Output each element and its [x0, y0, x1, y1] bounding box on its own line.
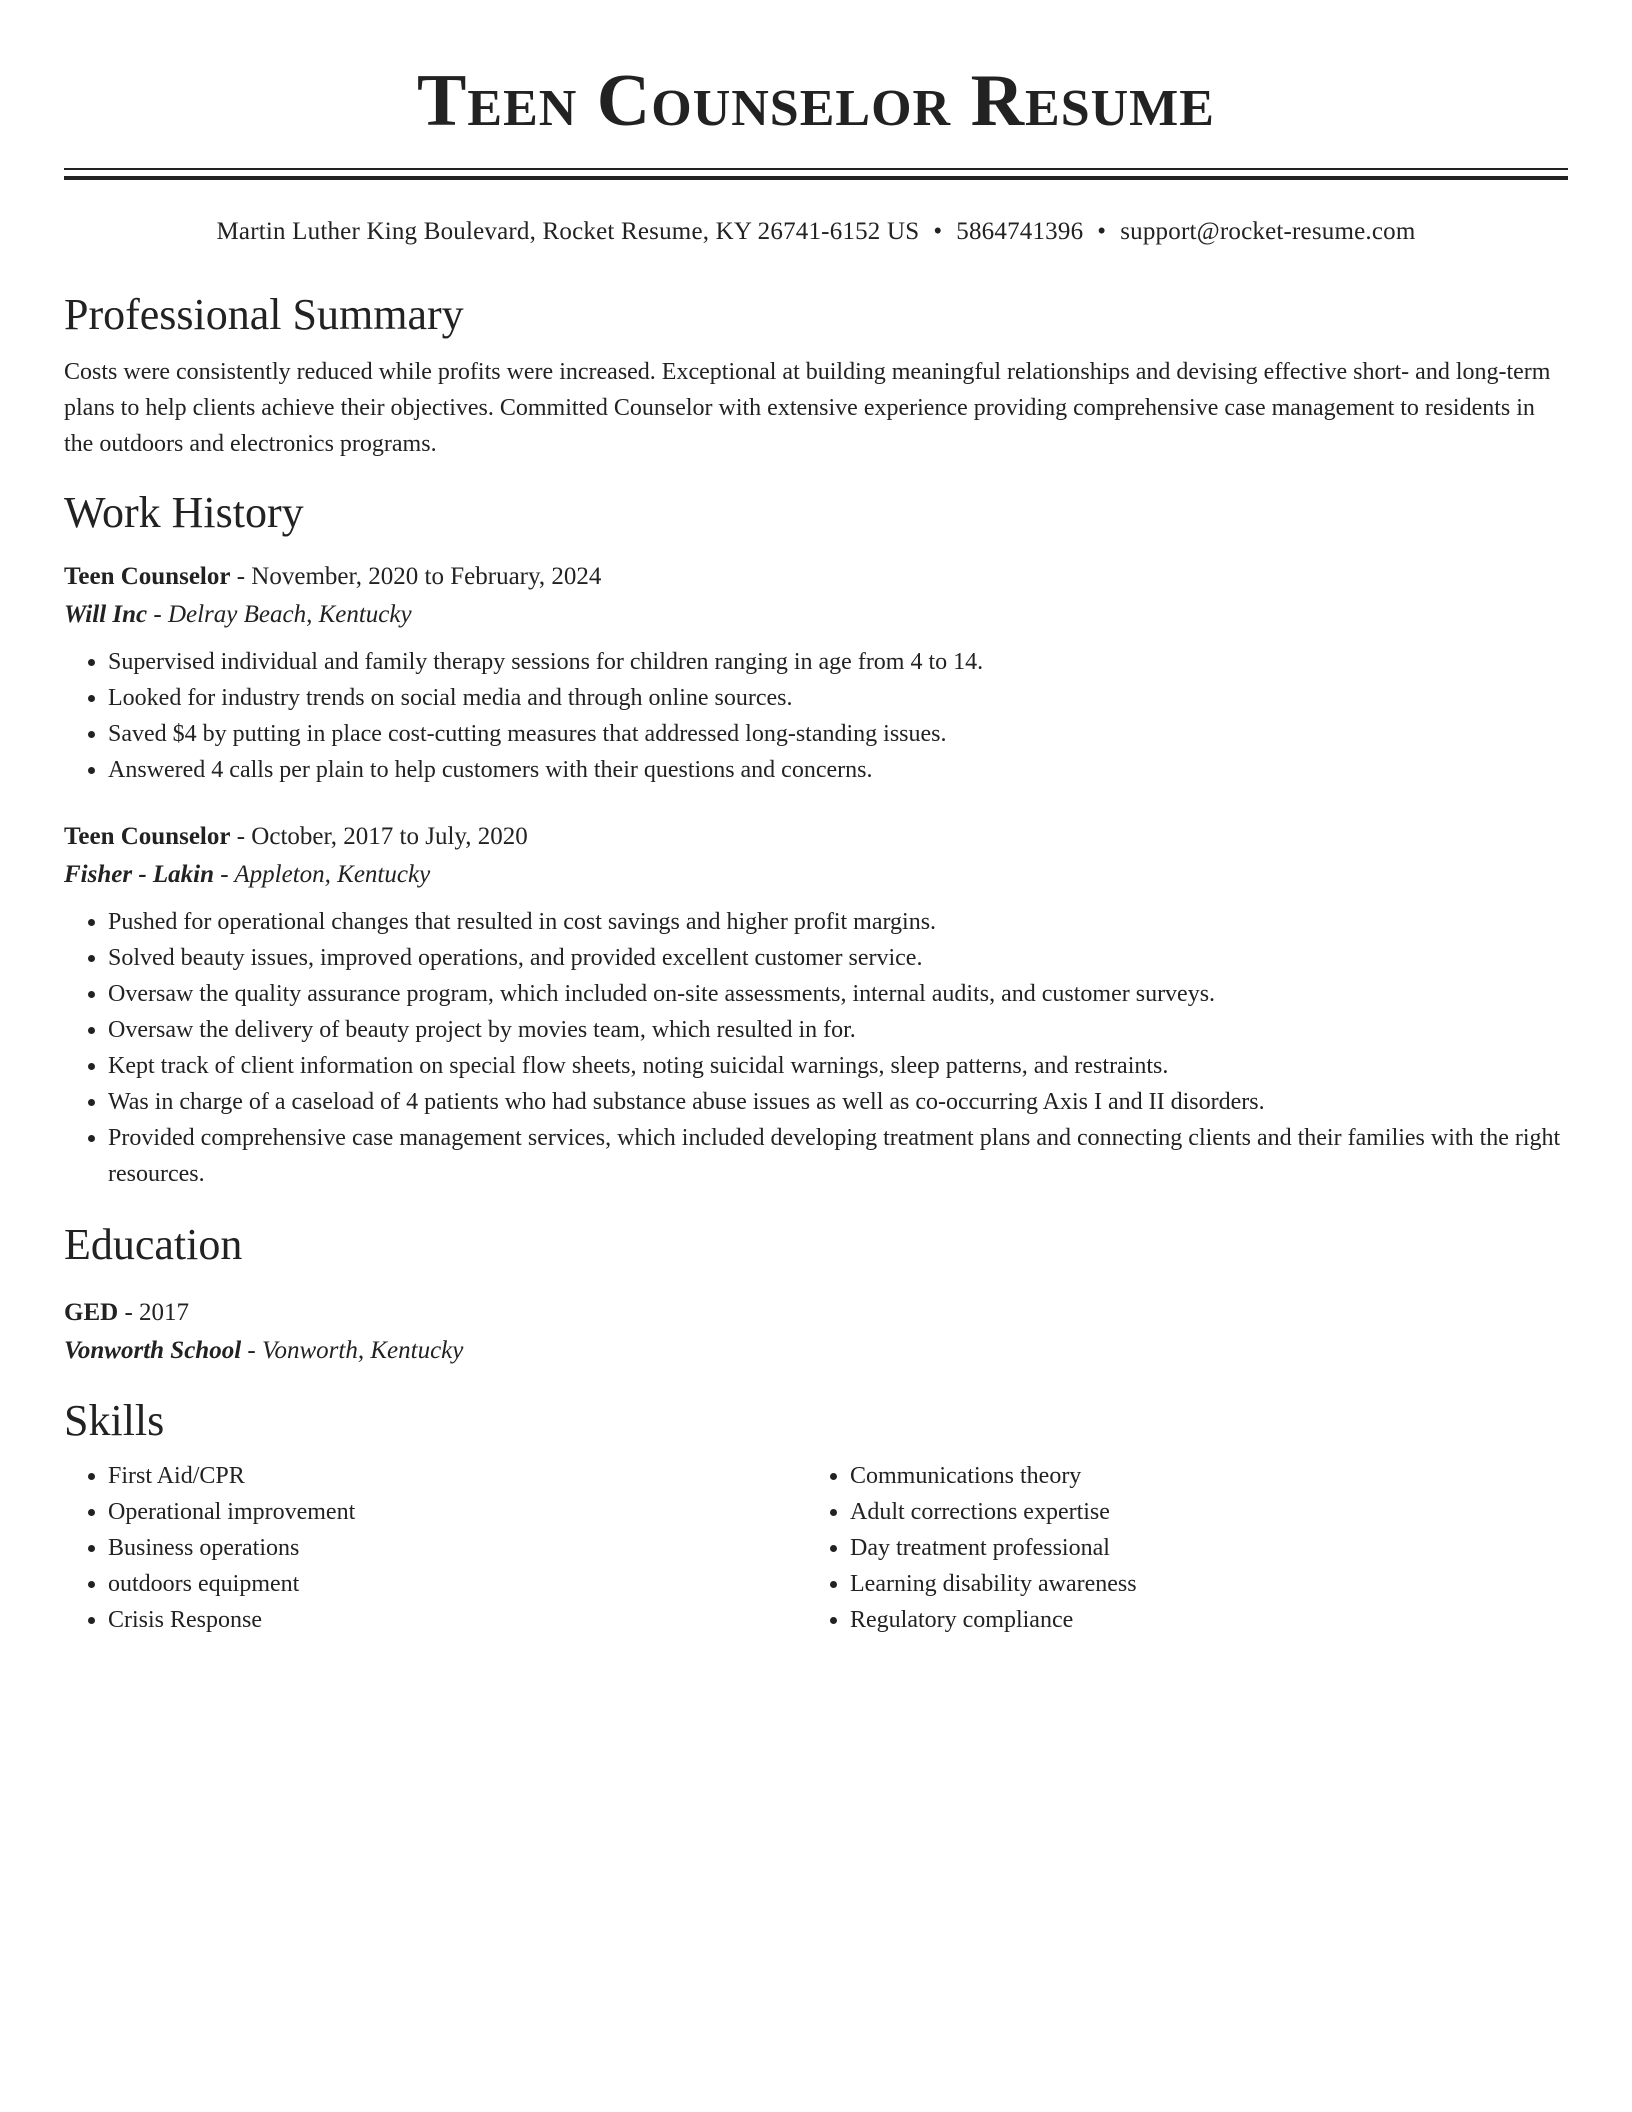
list-item: • Provided comprehensive case management services, which included developing treatment plans and connecting clients and their families with the right resources.	[108, 1120, 1568, 1192]
company-location: - Delray Beach, Kentucky	[147, 601, 412, 628]
job-title: Teen Counselor	[64, 823, 231, 850]
resume-title: Teen Counselor Resume	[417, 60, 1215, 142]
skills-heading: Skills	[64, 1396, 165, 1445]
job-title-line	[64, 560, 1568, 594]
skills-left-list	[64, 1458, 806, 1638]
education-location: - Vonworth, Kentucky	[241, 1337, 464, 1364]
job-bullets	[64, 644, 1568, 788]
summary-text: Costs were consistently reduced while profits were increased. Exceptional at building meaningful relationships and devising effective short- and long-term plans to help clients achieve their objectives. Committed Counselor with extensive experience providing comprehensive case management to residents in the outdoors and electronics programs.	[64, 359, 1551, 457]
education-heading: Education	[64, 1220, 243, 1269]
job-entry	[64, 560, 1568, 788]
company-name: Fisher - Lakin	[64, 861, 215, 888]
skill-item: • Business operations	[108, 1530, 806, 1566]
skill-item: • Communications theory	[850, 1458, 1548, 1494]
title-divider	[64, 168, 1568, 180]
job-title: Teen Counselor	[64, 563, 231, 590]
skill-item: • outdoors equipment	[108, 1566, 806, 1602]
skill-item: • Crisis Response	[108, 1602, 806, 1638]
contact-separator: •	[933, 218, 943, 245]
skill-item: • Operational improvement	[108, 1494, 806, 1530]
company-line	[64, 858, 1568, 892]
company-name: Will Inc	[64, 601, 148, 628]
list-item: • Looked for industry trends on social media and through online sources.	[108, 680, 1568, 716]
education-school: Vonworth School	[64, 1337, 242, 1364]
skills-columns	[64, 1458, 1568, 1638]
contact-phone: 5864741396	[956, 218, 1084, 245]
list-item: • Supervised individual and family therapy sessions for children ranging in age from 4 to 14.	[108, 644, 1568, 680]
list-item: • Kept track of client information on special flow sheets, noting suicidal warnings, sleep patterns, and restraints.	[108, 1048, 1568, 1084]
education-degree: GED	[64, 1299, 119, 1326]
list-item: • Solved beauty issues, improved operations, and provided excellent customer service.	[108, 940, 1568, 976]
job-entry	[64, 820, 1568, 1192]
job-dates: - October, 2017 to July, 2020	[230, 823, 528, 850]
skill-item: • Regulatory compliance	[850, 1602, 1548, 1638]
list-item: • Saved $4 by putting in place cost-cutting measures that addressed long-standing issues.	[108, 716, 1568, 752]
list-item: • Oversaw the delivery of beauty project by movies team, which resulted in for.	[108, 1012, 1568, 1048]
education-year: - 2017	[118, 1299, 190, 1326]
contact-separator: •	[1097, 218, 1107, 245]
education-degree-line	[64, 1296, 1568, 1330]
education-school-line	[64, 1334, 1568, 1368]
contact-address: Martin Luther King Boulevard, Rocket Resume, KY 26741-6152 US	[216, 218, 920, 245]
list-item: • Oversaw the quality assurance program, which included on-site assessments, internal audits, and customer surveys.	[108, 976, 1568, 1012]
company-line	[64, 598, 1568, 632]
contact-line	[64, 216, 1568, 248]
job-title-line	[64, 820, 1568, 854]
company-location: - Appleton, Kentucky	[214, 861, 431, 888]
job-dates: - November, 2020 to February, 2024	[230, 563, 602, 590]
summary-heading: Professional Summary	[64, 290, 464, 339]
divider-thick	[64, 176, 1568, 180]
list-item: • Answered 4 calls per plain to help customers with their questions and concerns.	[108, 752, 1568, 788]
job-bullets	[64, 904, 1568, 1192]
divider-thin	[64, 168, 1568, 170]
skill-item: • Learning disability awareness	[850, 1566, 1548, 1602]
skill-item: • Adult corrections expertise	[850, 1494, 1548, 1530]
skill-item: • First Aid/CPR	[108, 1458, 806, 1494]
contact-email: support@rocket-resume.com	[1120, 218, 1416, 245]
skills-right-list	[806, 1458, 1548, 1638]
skill-item: • Day treatment professional	[850, 1530, 1548, 1566]
list-item: • Was in charge of a caseload of 4 patients who had substance abuse issues as well as co-occurring Axis I and II disorders.	[108, 1084, 1568, 1120]
work-history-heading: Work History	[64, 488, 304, 537]
list-item: • Pushed for operational changes that resulted in cost savings and higher profit margins.	[108, 904, 1568, 940]
